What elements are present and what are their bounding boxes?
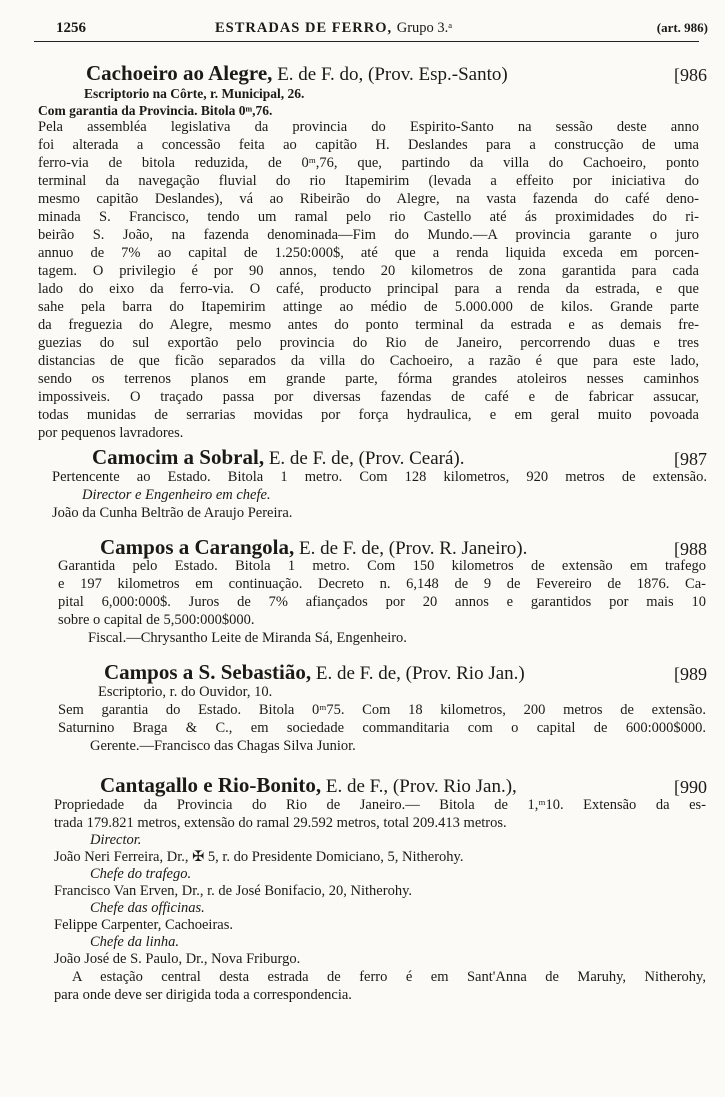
entry-number: [990 <box>674 777 707 797</box>
entry-name: Cachoeiro ao Alegre, <box>86 61 273 85</box>
entry-line: por pequenos lavradores. <box>38 425 184 441</box>
entry-line: Saturnino Braga & C., em sociedade commanditaria com o capital de 600:000$000. <box>58 720 706 736</box>
entry-line: Felippe Carpenter, Cachoeiras. <box>54 917 233 933</box>
entry-title <box>86 62 508 86</box>
entry-line: annuo de 7% ao capital de 1.250:000$, até que a renda liquida exceda em porcen- <box>38 245 699 261</box>
entry-line: lado do eixo da ferro-via. O café, producto principal para a renda da estrada, e que <box>38 281 699 297</box>
entry-line: para onde deve ser dirigida toda a correspondencia. <box>54 987 352 1003</box>
entry-role: Chefe do trafego. <box>90 866 192 882</box>
entry-line: tagem. O privilegio é por 90 annos, tendo 20 kilometros de zona garantida para cada <box>38 263 699 279</box>
running-title <box>215 20 452 37</box>
entry-number: [988 <box>674 539 707 559</box>
entry-subtitle: E. de F. do, (Prov. Esp.-Santo) <box>277 64 508 85</box>
entry-line: beirão S. João, na fazenda denominada—Fim do Mundo.—A provincia garante o juro <box>38 227 699 243</box>
entry-line: guezias do sul exportão pelo provincia do Rio de Janeiro, percorrendo duas e tres <box>38 335 699 351</box>
entry-line: terminal da navegação fluvial do rio Itapemirim (levada a effeito por iniciativa do <box>38 173 699 189</box>
entry-line: ferro-via de bitola reduzida, de 0ᵐ,76, que, partindo da villa do Cachoeiro, ponto <box>38 155 699 171</box>
entry-subtitle: E. de F. de, (Prov. Ceará). <box>268 448 465 469</box>
article-reference: (art. 986) <box>656 20 708 35</box>
entry-line: A estação central desta estrada de ferro é em Sant'Anna de Maruhy, Nitherohy, <box>72 969 706 985</box>
entry-subtitle: E. de F. de, (Prov. Rio Jan.) <box>315 663 525 684</box>
entry-title <box>104 661 525 685</box>
page-number: 1256 <box>56 20 86 36</box>
entry-line: Fiscal.—Chrysantho Leite de Miranda Sá, Engenheiro. <box>88 630 407 646</box>
entry-title <box>100 774 517 798</box>
entry-name: Camocim a Sobral, <box>92 445 265 469</box>
entry-line: Pela assembléa legislativa da provincia do Espirito-Santo na sessão deste anno <box>38 119 699 135</box>
entry-line: Pertencente ao Estado. Bitola 1 metro. Com 128 kilometros, 920 metros de extensão. <box>52 469 707 485</box>
entry-line: Sem garantia do Estado. Bitola 0ᵐ75. Com 18 kilometros, 200 metros de extensão. <box>58 702 706 718</box>
entry-number: [986 <box>674 65 707 85</box>
entry-line: Propriedade da Provincia do Rio de Janeiro.— Bitola de 1,ᵐ10. Extensão da es- <box>54 797 706 813</box>
entry-line: da freguezia do Alegre, mesmo antes do ponto terminal da estrada e as demais fre- <box>38 317 699 333</box>
page-header <box>56 20 708 40</box>
entry-line: Escriptorio na Côrte, r. Municipal, 26. <box>84 86 305 101</box>
entry-subtitle: E. de F., (Prov. Rio Jan.), <box>325 776 517 797</box>
entry-name: Campos a Carangola, <box>100 535 295 559</box>
entry-line: Garantida pelo Estado. Bitola 1 metro. Com 150 kilometros de extensão em trafego <box>58 558 706 574</box>
entry-line: foi alterada a concessão feita ao capitão H. Deslandes para a construcção de uma <box>38 137 699 153</box>
entry-line: Escriptorio, r. do Ouvidor, 10. <box>98 684 273 700</box>
entry-line: Francisco Van Erven, Dr., r. de José Bonifacio, 20, Nitherohy. <box>54 883 412 899</box>
entry-number: [989 <box>674 664 707 684</box>
entry-name: Cantagallo e Rio-Bonito, <box>100 773 322 797</box>
entry-line: João da Cunha Beltrão de Araujo Pereira. <box>52 505 293 521</box>
group-label: Grupo 3.ᵃ <box>396 20 453 36</box>
entry-number: [987 <box>674 449 707 469</box>
entry-line: sahe pela barra do Itapemirim attinge ao médio de 5.000.000 de kilos. Grande parte <box>38 299 699 315</box>
entry-line: minada S. Francisco, tendo um ramal pelo rio Castello até ás proximidades do ri- <box>38 209 699 225</box>
running-title-text: ESTRADAS DE FERRO, <box>215 20 393 36</box>
entry-role: Director e Engenheiro em chefe. <box>82 487 271 503</box>
entry-line: distancias de que ficão separados da villa do Cachoeiro, a razão é que para este lado, <box>38 353 699 369</box>
entry-line: João Neri Ferreira, Dr., ✠ 5, r. do Presidente Domiciano, 5, Nitherohy. <box>54 849 464 865</box>
entry-line: Com garantia da Provincia. Bitola 0ᵐ,76. <box>38 103 273 118</box>
entry-title <box>92 446 464 470</box>
entry-role: Chefe das officinas. <box>90 900 205 916</box>
entry-line: trada 179.821 metros, extensão do ramal 29.592 metros, total 209.413 metros. <box>54 815 507 831</box>
entry-line: Gerente.—Francisco das Chagas Silva Junior. <box>90 738 356 754</box>
entry-name: Campos a S. Sebastião, <box>104 660 312 684</box>
header-rule <box>34 41 699 42</box>
entry-line: impossiveis. O traçado passa por diversas fazendas de café e de fabricar assucar, <box>38 389 699 405</box>
entry-line: todas munidas de serrarias movidas por força hydraulica, e em geral muito povoada <box>38 407 699 423</box>
entry-line: João José de S. Paulo, Dr., Nova Friburgo. <box>54 951 301 967</box>
entry-line: mesmo capitão Deslandes), vá ao Ribeirão do Alegre, na vasta fazenda do café deno- <box>38 191 699 207</box>
entry-line: sendo os terrenos planos em grande parte, fórma grandes atoleiros nesses caminhos <box>38 371 699 387</box>
entry-role: Director. <box>90 832 142 848</box>
entry-line: sobre o capital de 5,500:000$000. <box>58 612 255 628</box>
entry-subtitle: E. de F. de, (Prov. R. Janeiro). <box>299 538 528 559</box>
entry-line: pital 6,000:000$. Juros de 7% afiançados por 20 annos e garantidos por mais 10 <box>58 594 706 610</box>
entry-role: Chefe da linha. <box>90 934 180 950</box>
entry-line: e 197 kilometros em continuação. Decreto n. 6,148 de 9 de Fevereiro de 1876. Ca- <box>58 576 706 592</box>
entry-title <box>100 536 527 560</box>
